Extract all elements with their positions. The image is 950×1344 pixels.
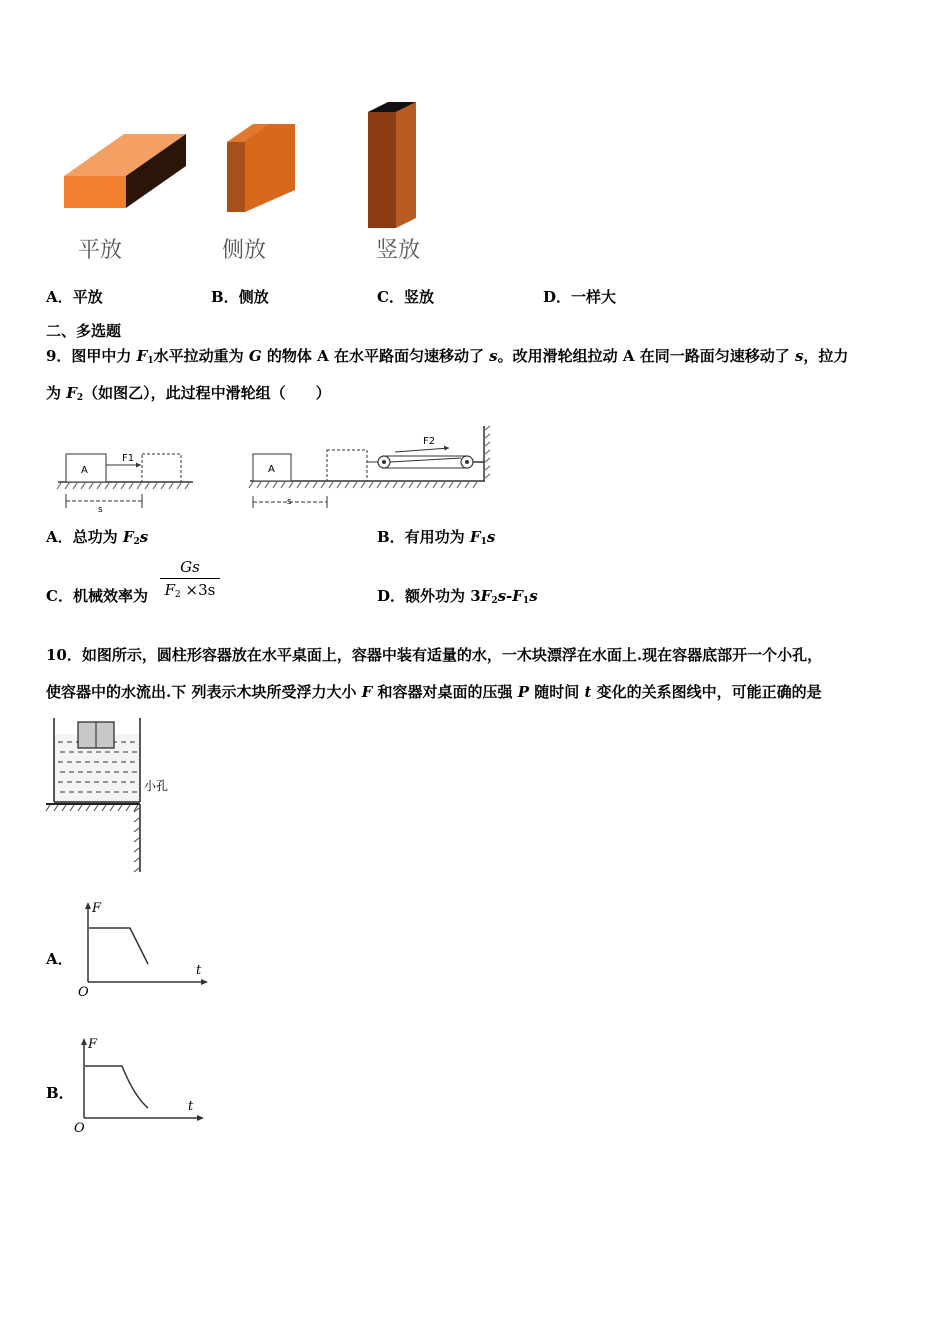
distance-s-label-b: s [287,497,292,507]
section-title: 二、多选题 [46,322,122,340]
brick-upright-image [362,100,422,232]
y-axis-label-a: F [92,901,102,916]
q9-stem-line2: 为 $F_2$（如图乙），此过程中滑轮组（ ） [46,384,331,403]
q9-stem-line1: 9．图甲中力 $F_1$水平拉动重为 G 的物体 A 在水平路面匀速移动了 s。改用滑轮组拉动 A 在同一路面匀速移动了 s，拉力 [46,347,849,366]
q10-container-figure [44,716,194,874]
small-hole-label: 小孔 [144,779,169,793]
x-axis-label-a: t [196,963,202,978]
x-axis-label-b: t [188,1099,194,1114]
brick-flat-image [60,128,190,212]
brick-side-image [223,120,303,216]
q8-option-a[interactable]: A．平放 [46,288,103,306]
q10-stem-line2: 使容器中的水流出.下 列表示木块所受浮力大小 F 和容器对桌面的压强 P 随时间 t 变化的关系图线中，可能正确的是 [46,683,822,701]
q9-option-c[interactable]: C．机械效率为 [46,587,148,605]
distance-s-label: s [98,505,103,515]
q10-graph-b [70,1036,210,1134]
q10-option-a[interactable]: A． [46,950,73,968]
origin-label-b: O [74,1121,85,1136]
q9-figure-a [55,446,200,516]
block-a-label-b: A [268,464,275,475]
q10-option-b[interactable]: B． [46,1084,74,1102]
origin-label-a: O [78,985,89,1000]
q10-stem-line1: 10．如图所示，圆柱形容器放在水平桌面上，容器中装有适量的水，一木块漂浮在水面上.现在容器底部开一个小孔， [46,646,823,664]
side-label: 侧放 [222,238,267,263]
upright-label: 竖放 [376,238,421,263]
q9-option-d[interactable]: D．额外功为 $3F_2s-F_1s$ [377,587,538,606]
q8-option-b[interactable]: B．侧放 [211,288,269,306]
f2-label: F2 [423,436,436,447]
q9-option-b[interactable]: B．有用功为 $F_1s$ [377,528,496,547]
f1-label: F1 [122,453,135,464]
q8-option-d[interactable]: D．一样大 [543,288,617,306]
fraction-denominator: $F_2 \times 3s$ [160,578,220,600]
y-axis-label-b: F [88,1037,98,1052]
efficiency-fraction [160,558,220,600]
block-a-label: A [81,465,88,476]
fraction-numerator: Gs [180,558,200,576]
q9-option-a[interactable]: A．总功为 $F_2s$ [46,528,149,547]
q8-option-c[interactable]: C．竖放 [377,288,434,306]
flat-label: 平放 [78,238,123,263]
q10-graph-a [74,900,214,998]
q9-figure-b [247,424,492,516]
